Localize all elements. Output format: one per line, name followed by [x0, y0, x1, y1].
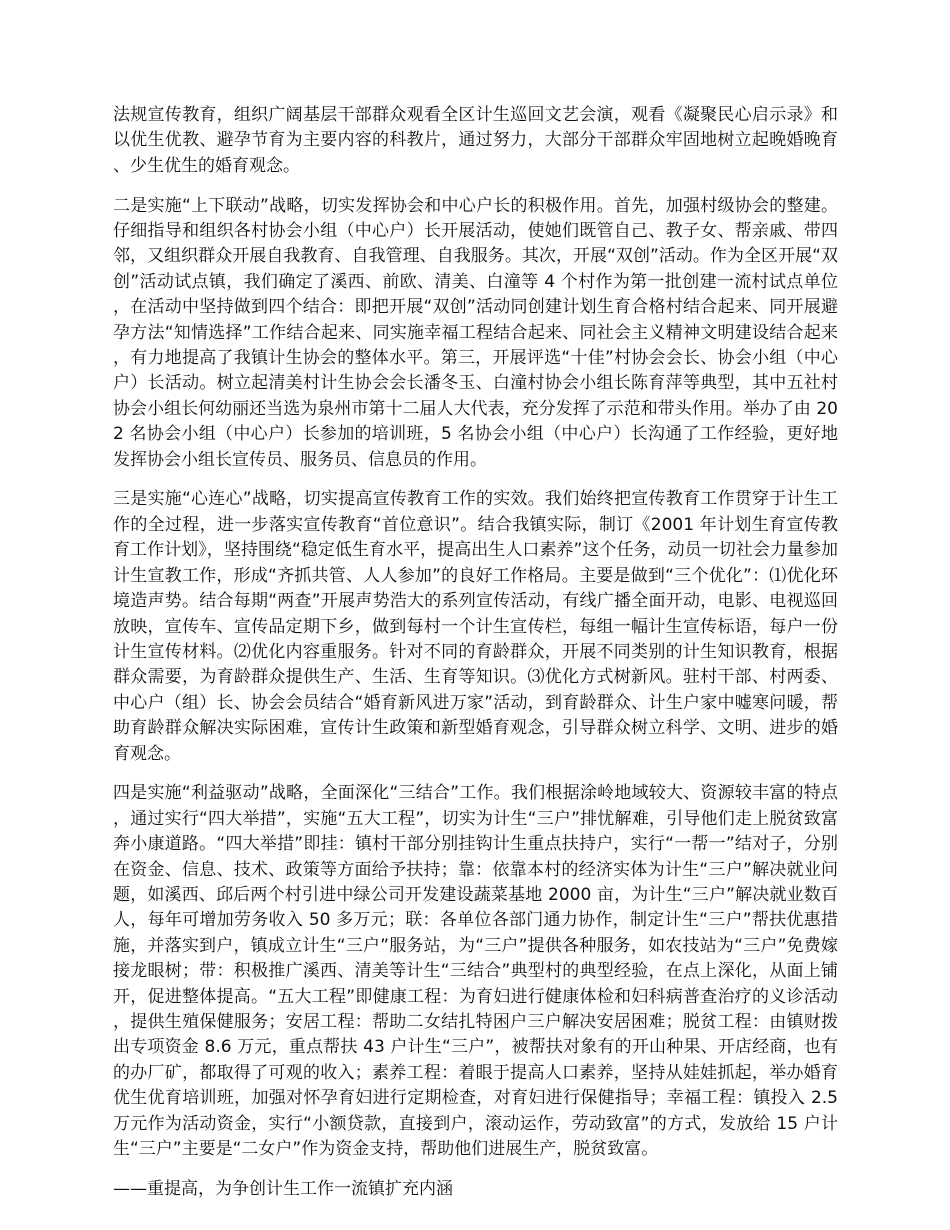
section-heading: ——重提高，为争创计生工作一流镇扩充内涵 — [113, 1178, 453, 1199]
paragraph-linkage-strategy: 二是实施“上下联动”战略，切实发挥协会和中心户长的积极作用。首先，加强村级协会的整建。仔细指导和组织各村协会小组（中心户）长开展活动，使她们既管自己、教子女、帮亲戚、带四邻，又组织群众开展自我教育、自我管理、自我服务。其次，开展“双创”活动。作为全区开展“双创”活动试点镇，我们确定了溪西、前欧、清美、白潼等 4 个村作为第一批创建一流村试点单位，在活动中坚持做到四个结合：即把开展“双创”活动同创建计划生育合格村结合起来、同开展避孕方法“知情选择”工作结合起来、同实施幸福工程结合起来、同社会主义精神文明建设结合起来，有力地提高了我镇计生协会的整体水平。第三，开展评选“十佳”村协会会长、协会小组（中心户）长活动。树立起清美村计生协会会长潘冬玉、白潼村协会小组长陈育萍等典型，其中五社村协会小组长何幼丽还当选为泉州市第十二届人大代表，充分发挥了示范和带头作用。举办了由 202 名协会小组（中心户）长参加的培训班，5 名协会小组（中心户）长沟通了工作经验，更好地发挥协会小组长宣传员、服务员、信息员的作用。 — [113, 195, 838, 470]
document-page — [113, 103, 838, 1202]
paragraph-benefit-strategy: 四是实施“利益驱动”战略，全面深化“三结合”工作。我们根据涂岭地域较大、资源较丰富的特点，通过实行“四大举措”，实施“五大工程”，切实为计生“三户”排忧解难，引导他们走上脱贫致富奔小康道路。“四大举措”即挂：镇村干部分别挂钩计生重点扶持户，实行“一帮一”结对子，分别在资金、信息、技术、政策等方面给予扶持；靠：依靠本村的经济实体为计生“三户”解决就业问题，如溪西、邱后两个村引进中绿公司开发建设蔬菜基地 2000 亩，为计生“三户”解决就业数百人，每年可增加劳务收入 50 多万元；联：各单位各部门通力协作，制定计生“三户”帮扶优惠措施，并落实到户，镇成立计生“三户”服务站，为“三户”提供各种服务，如农技站为“三户”免费嫁接龙眼树；带：积极推广溪西、清美等计生“三结合”典型村的典型经验，在点上深化，从面上铺开，促进整体提高。“五大工程”即健康工程：为育妇进行健康体检和妇科病普查治疗的义诊活动，提供生殖保健服务；安居工程：帮助二女结扎特困户三户解决安居困难；脱贫工程：由镇财拨出专项资金 8.6 万元，重点帮扶 43 户计生“三户”，被帮扶对象有的开山种果、开店经商，也有的办厂矿，都取得了可观的收入；素养工程：着眼于提高人口素养，坚持从娃娃抓起，举办婚育优生优育培训班，加强对怀孕育妇进行定期检查，对育妇进行保健指导；幸福工程：镇投入 2.5 万元作为活动资金，实行“小额贷款，直接到户，滚动运作，劳动致富”的方式，发放给 15 户计生“三户”主要是“二女户”作为资金支持，帮助他们进展生产，脱贫致富。 — [113, 783, 838, 1160]
paragraph-publicity-education: 法规宣传教育，组织广阔基层干部群众观看全区计生巡回文艺会演，观看《凝聚民心启示录》和以优生优教、避孕节育为主要内容的科教片，通过努力，大部分干部群众牢固地树立起晚婚晚育、少生优生的婚育观念。 — [113, 105, 838, 176]
paragraph-heart-strategy: 三是实施“心连心”战略，切实提高宣传教育工作的实效。我们始终把宣传教育工作贯穿于计生工作的全过程，进一步落实宣传教育“首位意识”。结合我镇实际，制订《2001 年计划生育宣传教育工作计划》，坚持围绕“稳定低生育水平，提高出生人口素养”这个任务，动员一切社会力量参加计生宣教工作，形成“齐抓共管、人人参加”的良好工作格局。主要是做到“三个优化”：⑴优化环境造声势。结合每期“两查”开展声势浩大的系列宣传活动，有线广播全面开动，电影、电视巡回放映，宣传车、宣传品定期下乡，做到每村一个计生宣传栏，每组一幅计生宣传标语，每户一份计生宣传材料。⑵优化内容重服务。针对不同的育龄群众，开展不同类别的计生知识教育，根据群众需要，为育龄群众提供生产、生活、生育等知识。⑶优化方式树新风。驻村干部、村两委、中心户（组）长、协会会员结合“婚育新风进万家”活动，到育龄群众、计生户家中嘘寒问暖，帮助育龄群众解决实际困难，宣传计生政策和新型婚育观念，引导群众树立科学、文明、进步的婚育观念。 — [113, 489, 838, 764]
